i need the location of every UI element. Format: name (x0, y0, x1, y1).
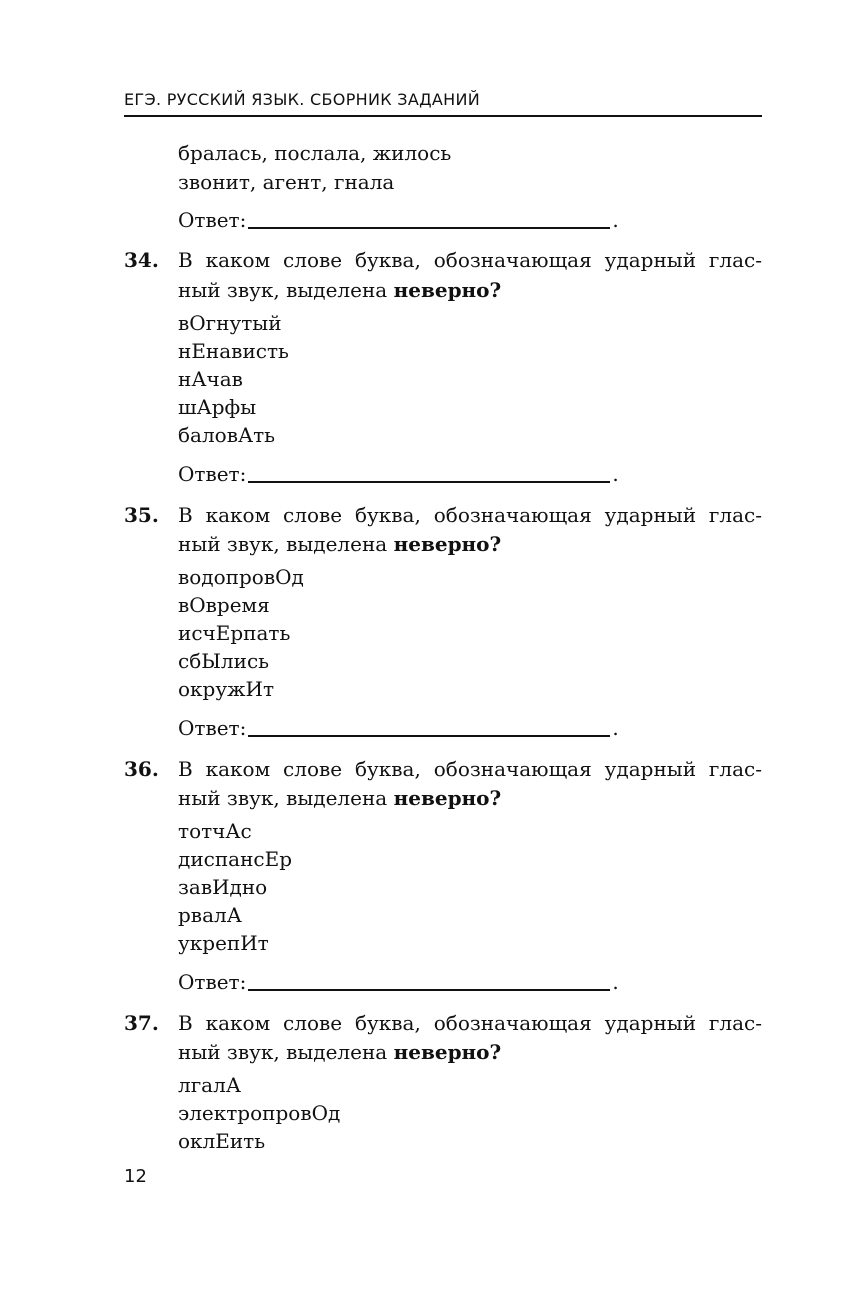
option-item: сбЫлись (178, 649, 270, 673)
question-text-start: ный звук, выделена (178, 1040, 388, 1064)
option-item: окружИт (178, 677, 275, 701)
question-text-line2 (178, 530, 501, 558)
option-item: диспансЕр (178, 847, 293, 871)
answer-field-35[interactable] (178, 714, 619, 742)
prev-option-2: звонит, агент, гнала (178, 170, 395, 194)
prev-option-1: бралась, послала, жилось (178, 141, 452, 165)
question-number: 34. (124, 248, 159, 272)
question-number: 37. (124, 1011, 159, 1035)
question-number: 36. (124, 757, 159, 781)
question-number: 35. (124, 503, 159, 527)
page-number: 12 (124, 1166, 147, 1187)
option-item: укрепИт (178, 931, 269, 955)
option-item: шАрфы (178, 395, 257, 419)
answer-blank-line[interactable] (248, 988, 610, 991)
answer-label: Ответ: (178, 208, 247, 232)
option-item: оклЕить (178, 1129, 266, 1153)
prev-answer-field[interactable] (178, 206, 619, 234)
option-item: вОвремя (178, 593, 270, 617)
answer-field-34[interactable] (178, 460, 619, 488)
question-text-start: ный звук, выделена (178, 786, 388, 810)
option-item: нАчав (178, 367, 243, 391)
question-mark: ? (489, 532, 502, 556)
answer-label: Ответ: (178, 970, 247, 994)
answer-end: . (612, 970, 619, 994)
option-item: нЕнависть (178, 339, 289, 363)
option-item: водопровОд (178, 565, 304, 589)
answer-field-36[interactable] (178, 968, 619, 996)
option-item: баловАть (178, 423, 276, 447)
answer-end: . (612, 716, 619, 740)
question-emphasis: неверно (393, 278, 490, 302)
answer-blank-line[interactable] (248, 226, 610, 229)
question-mark: ? (489, 1040, 502, 1064)
option-item: исчЕрпать (178, 621, 291, 645)
option-item: тотчАс (178, 819, 252, 843)
option-item: завИдно (178, 875, 268, 899)
answer-end: . (612, 462, 619, 486)
answer-blank-line[interactable] (248, 734, 610, 737)
option-item: рвалА (178, 903, 242, 927)
answer-end: . (612, 208, 619, 232)
answer-label: Ответ: (178, 716, 247, 740)
option-item: лгалА (178, 1073, 241, 1097)
question-text-start: ный звук, выделена (178, 532, 388, 556)
running-header (124, 90, 762, 117)
question-text-line1: В каком слове буква, обозначающая ударный глас- (178, 503, 762, 527)
question-text-line2 (178, 1038, 501, 1066)
header-title: ЕГЭ. РУССКИЙ ЯЗЫК. СБОРНИК ЗАДАНИЙ (124, 90, 481, 109)
question-text-line1: В каком слове буква, обозначающая ударный глас- (178, 757, 762, 781)
question-mark: ? (489, 786, 502, 810)
question-text-line1: В каком слове буква, обозначающая ударный глас- (178, 248, 762, 272)
question-mark: ? (489, 278, 502, 302)
answer-blank-line[interactable] (248, 480, 610, 483)
question-text-start: ный звук, выделена (178, 278, 388, 302)
answer-label: Ответ: (178, 462, 247, 486)
question-emphasis: неверно (393, 1040, 490, 1064)
option-item: вОгнутый (178, 311, 282, 335)
question-text-line2 (178, 784, 501, 812)
question-emphasis: неверно (393, 786, 490, 810)
option-item: электропровОд (178, 1101, 341, 1125)
question-text-line1: В каком слове буква, обозначающая ударный глас- (178, 1011, 762, 1035)
question-text-line2 (178, 276, 501, 304)
question-emphasis: неверно (393, 532, 490, 556)
